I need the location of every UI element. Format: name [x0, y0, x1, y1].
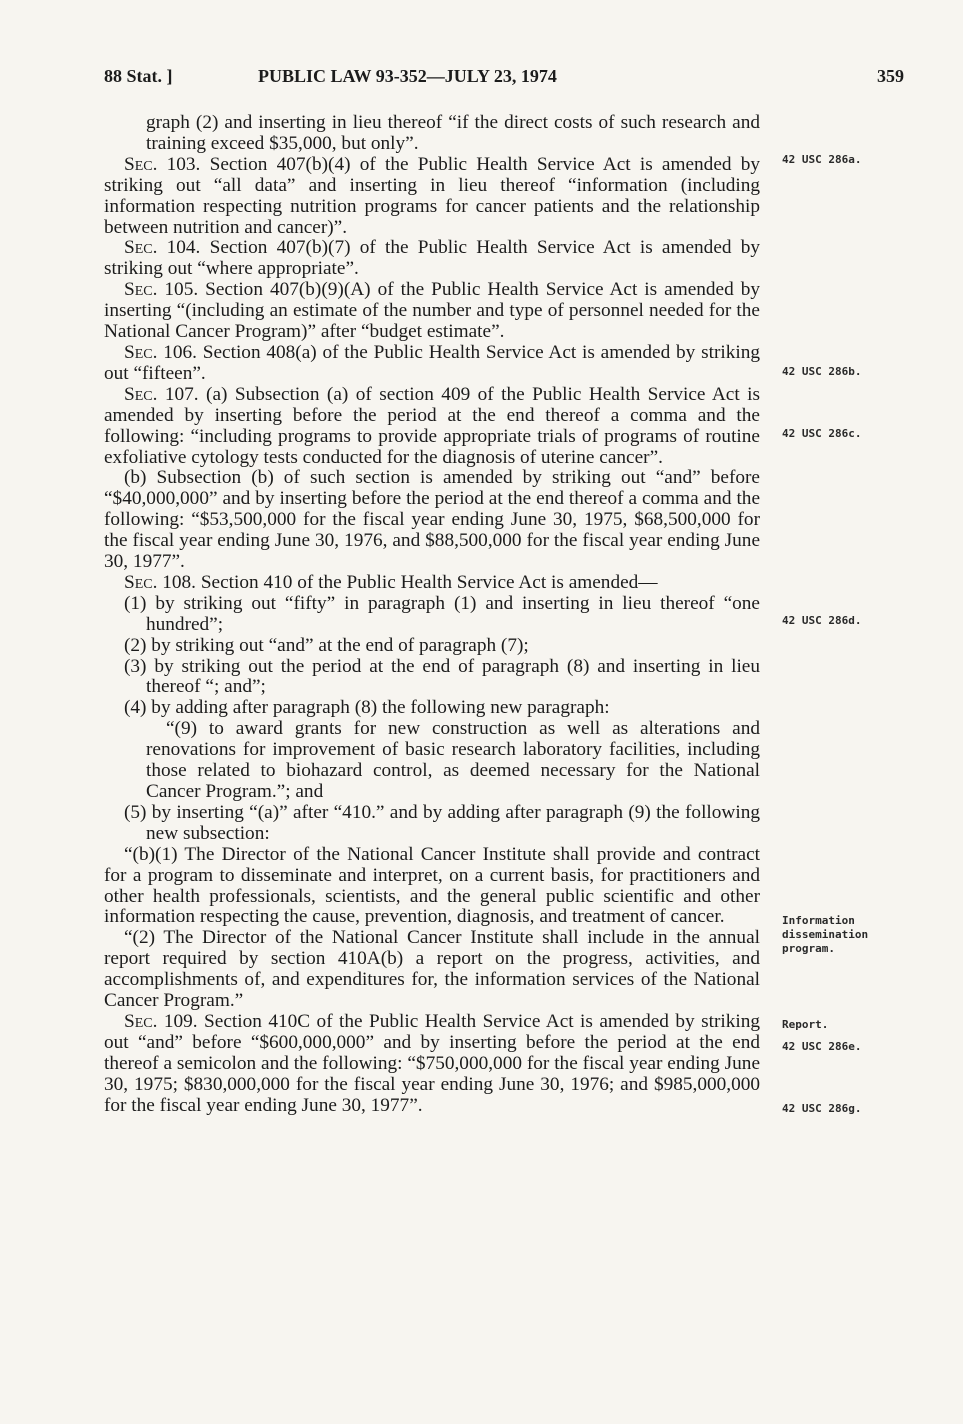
section-number: Sec. 103.	[124, 153, 201, 175]
running-header	[104, 66, 904, 90]
section-paragraph	[104, 573, 760, 594]
section-paragraph	[104, 594, 760, 636]
section-paragraph	[104, 238, 760, 280]
margin-note-topic: Report.	[782, 1018, 829, 1031]
section-paragraph	[104, 1012, 760, 1117]
section-paragraph	[104, 636, 760, 657]
section-paragraph	[104, 845, 760, 929]
paragraph-text: Section 410 of the Public Health Service Act is amended—	[196, 571, 658, 593]
section-paragraph	[104, 385, 760, 469]
margin-note-citation: 42 USC 286b.	[782, 365, 862, 378]
statute-reference: 88 Stat. ]	[104, 66, 173, 86]
paragraph-text: Section 407(b)(9)(A) of the Public Health Service Act is amended by inserting “(including an estimate of the number and type of personnel needed for the National Cancer Program)” after “budget estimate”.	[104, 279, 760, 343]
paragraph-text: (5) by inserting “(a)” after “410.” and by adding after paragraph (9) the following new subsection:	[124, 801, 760, 844]
paragraph-text: (a) Subsection (a) of section 409 of the Public Health Service Act is amended by inserting before the period at the end thereof a comma and the following: “including programs to provide appropriate trials of programs of routine exfoliative cytology tests conducted for the diagnosis of uterine cancer”.	[104, 383, 760, 468]
section-number: Sec. 105.	[124, 279, 199, 301]
margin-note-citation: 42 USC 286e.	[782, 1040, 862, 1053]
paragraph-text: (2) by striking out “and” at the end of paragraph (7);	[124, 634, 529, 656]
section-number: Sec. 108.	[124, 571, 196, 593]
section-paragraph	[104, 343, 760, 385]
margin-note-citation: 42 USC 286g.	[782, 1102, 862, 1115]
paragraph-text: Section 410C of the Public Health Service Act is amended by striking out “and” before “$600,000,000” and by inserting before the period at the end thereof a semicolon and the following: “$750,000,000 for the fiscal year ending June 30, 1975; $830,000,000 for the fiscal year ending June 30, 1976; and $985,000,000 for the fiscal year ending June 30, 1977”.	[104, 1010, 761, 1116]
section-paragraph	[104, 698, 760, 719]
section-paragraph	[104, 803, 760, 845]
paragraph-text: (b) Subsection (b) of such section is amended by striking out “and” before “$40,000,000” and by inserting before the period at the end thereof a comma and the following: “$53,500,000 for the fiscal year ending June 30, 1975, $68,500,000 for the fiscal year ending June 30, 1976, and $88,500,000 for the fiscal year ending June 30, 1977”.	[104, 467, 760, 573]
section-paragraph	[104, 719, 760, 803]
section-paragraph	[104, 657, 760, 699]
page-number: 359	[877, 66, 904, 86]
paragraph-text: Section 407(b)(7) of the Public Health Service Act is amended by striking out “where appropriate”.	[104, 237, 761, 280]
paragraph-text: Section 407(b)(4) of the Public Health Service Act is amended by striking out “all data” and inserting in lieu thereof “information (including information respecting nutrition programs for cancer patients and the relationship between nutrition and cancer)”.	[104, 153, 761, 238]
section-number: Sec. 109.	[124, 1010, 198, 1032]
section-number: Sec. 106.	[124, 341, 197, 363]
statute-text	[104, 113, 760, 1117]
paragraph-text: (1) by striking out “fifty” in paragraph (1) and inserting in lieu thereof “one hundred”;	[124, 592, 760, 635]
section-paragraph	[104, 155, 760, 239]
paragraph-text: “(b)(1) The Director of the National Cancer Institute shall provide and contract for a program to disseminate and interpret, on a current basis, for practitioners and other health professionals, scientists, and the general public scientific and other information respecting the cause, prevention, diagnosis, and treatment of cancer.	[104, 843, 760, 928]
paragraph-text: “(9) to award grants for new construction as well as alterations and renovations for improvement of basic research laboratory facilities, including those related to biohazard control, as deemed necessary for the National Cancer Program.”; and	[146, 718, 760, 802]
law-title: PUBLIC LAW 93-352—JULY 23, 1974	[258, 66, 557, 86]
section-paragraph	[104, 468, 760, 573]
paragraph-text: (4) by adding after paragraph (8) the following new paragraph:	[124, 697, 610, 719]
margin-note-citation: 42 USC 286c.	[782, 427, 862, 440]
section-paragraph	[104, 928, 760, 1012]
paragraph-text: (3) by striking out the period at the end of paragraph (8) and inserting in lieu thereof “; and”;	[124, 655, 760, 698]
paragraph-text: graph (2) and inserting in lieu thereof “if the direct costs of such research and training exceed $35,000, but only”.	[146, 112, 760, 154]
margin-note-citation: 42 USC 286a.	[782, 153, 862, 166]
paragraph-text: Section 408(a) of the Public Health Service Act is amended by striking out “fifteen”.	[104, 341, 761, 384]
section-paragraph	[104, 280, 760, 343]
section-number: Sec. 107.	[124, 383, 199, 405]
margin-note-topic: Information dissemination program.	[782, 914, 869, 955]
paragraph-text: “(2) The Director of the National Cancer Institute shall include in the annual report required by section 410A(b) a report on the progress, activities, and accomplishments of, and expenditures for, the information services of the National Cancer Program.”	[104, 927, 760, 1012]
section-paragraph	[104, 113, 760, 155]
margin-note-citation: 42 USC 286d.	[782, 614, 862, 627]
section-number: Sec. 104.	[124, 237, 201, 259]
